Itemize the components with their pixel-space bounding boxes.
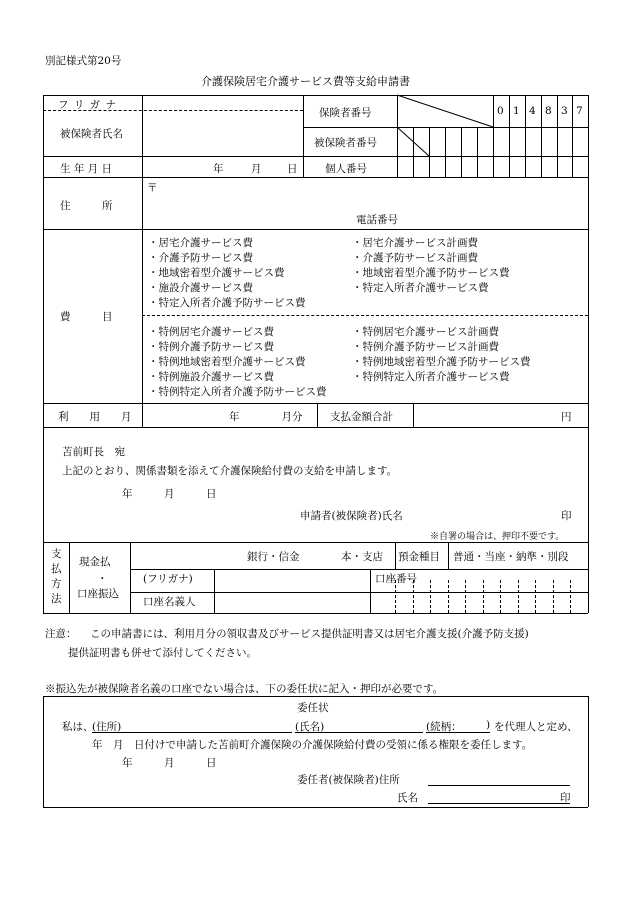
application-statement: 上記のとおり、関係書類を添えて介護保険給付費の支給を申請します。	[62, 465, 398, 477]
cash-option: 現金払	[79, 556, 111, 568]
insurer-digit: 3	[561, 105, 568, 117]
proxy-suffix: を代理人と定め、	[494, 721, 578, 733]
expense-option: ・介護予防サービス費	[148, 252, 253, 264]
expense-option: ・特例居宅介護サービス計画費	[352, 326, 499, 338]
deposit-options: 普通・当座・納準・別段	[453, 551, 569, 563]
branch-label: 本・支店	[341, 551, 383, 563]
phone-label: 電話番号	[356, 214, 398, 226]
insurer-digit: 0	[497, 105, 504, 117]
insurer-digit: 4	[529, 105, 536, 117]
deposit-type-label: 預金種目	[398, 551, 440, 563]
insurer-digit: 8	[545, 105, 552, 117]
insured-name-label: 被保険者氏名	[60, 128, 123, 140]
expense-option: ・特例施設介護サービス費	[148, 371, 274, 383]
insurer-digit: 7	[576, 105, 583, 117]
applicant-label: 申請者(被保険者)氏名	[300, 510, 403, 522]
furigana-label: (フリガナ)	[143, 573, 193, 585]
usage-month-label: 利 用 月	[58, 411, 132, 423]
birth-day-label: 日	[287, 163, 298, 175]
insurer-number-label: 保険者番号	[319, 107, 372, 119]
insurer-digit: 1	[513, 105, 520, 117]
proxy-title: 委任状	[297, 702, 329, 714]
expense-option: ・特例介護予防サービス費	[148, 341, 274, 353]
furigana-label: フ リ ガ ナ	[58, 99, 118, 111]
application-date: 年 月 日	[122, 488, 217, 500]
seal-mark: 印	[561, 510, 572, 522]
expense-option: ・地域密着型介護予防サービス費	[352, 267, 510, 279]
transfer-note: ※振込先が被保険者名義の口座でない場合は、下の委任状に記入・押印が必要です。	[45, 683, 444, 695]
expense-item-label: 費 目	[60, 311, 113, 323]
expense-option: ・施設介護サービス費	[148, 282, 253, 294]
expense-option: ・特定入所者介護サービス費	[352, 282, 489, 294]
expense-option: ・介護予防サービス計画費	[352, 252, 478, 264]
insured-number-label: 被保険者番号	[314, 137, 377, 149]
payment-total-label: 支払金額合計	[330, 411, 393, 423]
proxy-name-label: (氏名)	[295, 721, 325, 733]
notice-label: 注意：	[45, 628, 77, 640]
usage-month-value: 年 月分	[229, 411, 303, 423]
birth-month-label: 月	[251, 163, 262, 175]
address-label: 住 所	[60, 200, 113, 212]
proxy-relation-close: )	[486, 719, 491, 731]
proxy-prefix: 私は、	[62, 721, 94, 733]
personal-number-label: 個人番号	[325, 163, 367, 175]
postal-mark: 〒	[147, 182, 158, 194]
proxy-relation-label: (続柄：	[426, 721, 462, 733]
page-title: 介護保険居宅介護サービス費等支給申請書	[201, 75, 410, 88]
expense-option: ・特例特定入所者介護サービス費	[352, 371, 510, 383]
expense-option: ・居宅介護サービス計画費	[352, 237, 478, 249]
proxy-statement: 年 月 日付けで申請した苫前町介護保険の介護保険給付費の受領に係る権限を委任します。	[92, 739, 533, 751]
expense-option: ・地域密着型介護サービス費	[148, 267, 285, 279]
self-sign-note: ※自署の場合は、押印不要です。	[430, 532, 565, 542]
expense-option: ・特定入所者介護予防サービス費	[148, 297, 306, 309]
payment-method-char: 支	[51, 548, 62, 560]
notice-line-2: 提供証明書も併せて添付してください。	[68, 647, 257, 659]
expense-option: ・特例居宅介護サービス費	[148, 326, 274, 338]
account-number-label: 口座番号	[375, 573, 417, 585]
payment-method-char: 払	[51, 563, 62, 575]
transfer-option: 口座振込	[77, 588, 119, 600]
bank-label: 銀行・信金	[247, 551, 300, 563]
proxy-date: 年 月 日	[122, 757, 217, 769]
proxy-address-label: (住所)	[92, 721, 122, 733]
payment-method-char: 法	[51, 593, 62, 605]
expense-option: ・居宅介護サービス費	[148, 237, 253, 249]
expense-option: ・特例介護予防サービス計画費	[352, 341, 499, 353]
expense-option: ・特例特定入所者介護予防サービス費	[148, 386, 327, 398]
delegator-address-label: 委任者(被保険者)住所	[297, 774, 400, 786]
account-holder-label: 口座名義人	[143, 596, 196, 608]
payment-method-char: 方	[51, 578, 62, 590]
delegator-name-label: 氏名	[397, 792, 418, 804]
birth-year-label: 年	[213, 163, 224, 175]
expense-option: ・特例地域密着型介護予防サービス費	[352, 356, 531, 368]
expense-option: ・特例地域密着型介護サービス費	[148, 356, 306, 368]
notice-line-1: この申請書には、利用月分の領収書及びサービス提供証明書又は居宅介護支援(介護予防支援)	[90, 628, 529, 640]
yen-label: 円	[561, 411, 572, 423]
birth-date-label: 生 年 月 日	[60, 163, 113, 175]
form-number: 別記様式第20号	[45, 55, 122, 67]
addressee: 苫前町長 宛	[62, 446, 125, 458]
delegator-seal-mark: 印	[560, 792, 571, 804]
option-separator: ・	[97, 573, 108, 585]
